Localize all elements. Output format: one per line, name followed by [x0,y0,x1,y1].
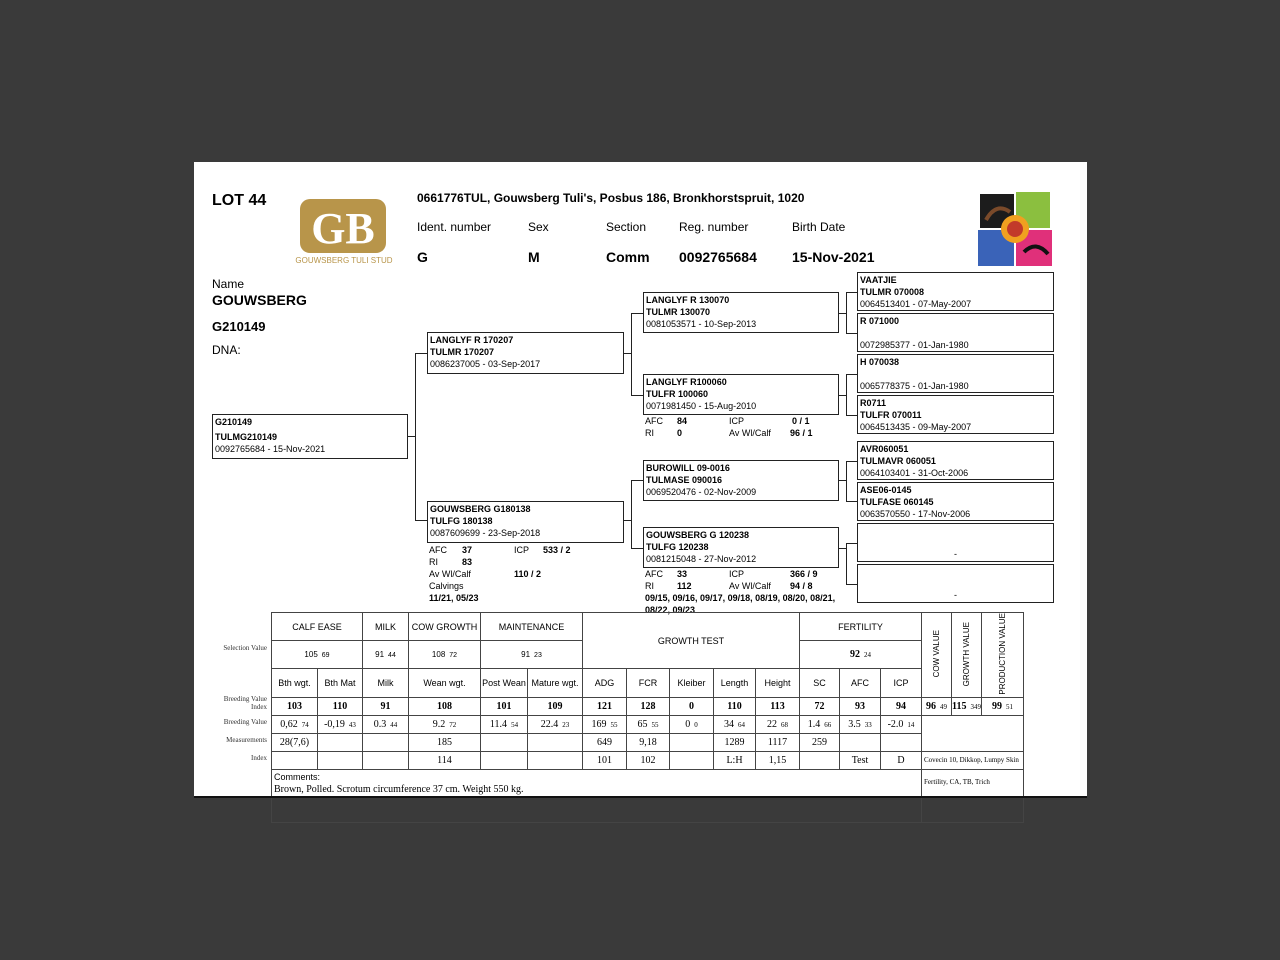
dd-av: 94 / 8 [790,581,813,591]
value-ident: G [417,249,428,265]
label-ident: Ident. number [417,220,492,234]
pedigree-sire-dam: LANGLYF R100060 TULFR 100060 0071981450 - 15-Aug-2010 [643,374,839,415]
dd-calvings-2: 08/22, 09/23 [645,605,696,615]
breed-society-logo [976,190,1054,270]
vaccines: Covecin 10, Dikkop, Lumpy Skin [922,751,1024,769]
dam-afc: 37 [462,545,473,555]
tests: Fertility, CA, TB, Trich [922,769,1024,822]
row-label-measurements: Measurements [226,736,267,745]
pedigree-ggp-3: H 070038 0065778375 - 01-Jan-1980 [857,354,1054,393]
label-birth: Birth Date [792,220,846,234]
breeder-address: 0661776TUL, Gouwsberg Tuli's, Posbus 186, Bronkhorstspruit, 1020 [417,191,805,205]
value-birth: 15-Nov-2021 [792,249,875,265]
pedigree-ggp-4: R0711 TULFR 070011 0064513435 - 09-May-2007 [857,395,1054,434]
sd-ri-label: RI [645,428,654,438]
dam-calvings-label: Calvings [429,581,464,591]
comments-text: Brown, Polled. Scrotum circumference 37 cm. Weight 550 kg. [274,783,524,795]
sd-icp: 0 / 1 [792,416,810,426]
name-label: Name [212,277,245,291]
gouwsberg-logo [282,196,406,266]
hdr-production-value: PRODUCTION VALUE [982,613,1024,698]
dam-ri: 83 [462,557,473,567]
breeding-value-table: CALF EASE MILK COW GROWTH MAINTENANCE GROWTH TEST FERTILITY COW VALUE GROWTH VALUE PRODUCTION VALUE Selection Value 105 69 91 44 108 72 91 23 92 24 Bth wgt. Bth Mat Milk Wean wgt. Post Wean Mature wgt. ADG FCR Kleiber Length Height SC AFC ICP Breeding Value Index 103 110 91 108 101 109 121 128 0 110 113 72 93 94 96 49 115 349 99 51 Breeding Value 0,62 74 -0,19 43 0.3 44 9.2 72 11.4 54 22.4 23 169 55 65 55 0 0 34 64 22 68 1.4 66 3.5 33 -2.0 14 Measurements 28(7,6) 185 649 9,18 1289 1117 259 Index 114 101 102 L:H 1,15 Test D Covecin 10, Dikkop, Lumpy Skin Comments: Brown, Polled. Scrotum circumference 37 cm. Weight 550 kg. Fertility, CA, TB, Trich [269,612,1024,823]
dd-icp: 366 / 9 [790,569,818,579]
pedigree-dam-sire: BUROWILL 09-0016 TULMASE 090016 0069520476 - 02-Nov-2009 [643,460,839,501]
pedigree-sire-sire: LANGLYF R 130070 TULMR 130070 0081053571 - 10-Sep-2013 [643,292,839,333]
dna-label: DNA: [212,343,241,357]
row-label-bvi: Breeding Value Index [223,695,267,712]
dd-av-label: Av Wl/Calf [729,581,771,591]
dam-calvings: 11/21, 05/23 [429,593,479,603]
logo-caption: GOUWSBERG TULI STUD [295,256,393,265]
hdr-growth-test: GROWTH TEST [583,613,800,669]
logo-letters: GB [311,204,375,253]
sale-sheet [194,162,1087,798]
pedigree-ggp-5: AVR060051 TULMAVR 060051 0064103401 - 31-Oct-2006 [857,441,1054,480]
value-sex: M [528,249,540,265]
sd-av-label: Av Wl/Calf [729,428,771,438]
hdr-cow-value: COW VALUE [922,613,952,698]
pedigree-ggp-2: R 071000 0072985377 - 01-Jan-1980 [857,313,1054,352]
dam-av: 110 / 2 [514,569,542,579]
sd-afc: 84 [677,416,688,426]
pedigree-ggp-8: - [857,564,1054,603]
hdr-fertility: FERTILITY [800,613,922,641]
label-reg: Reg. number [679,220,749,234]
sd-afc-label: AFC [645,416,663,426]
sd-icp-label: ICP [729,416,745,426]
pedigree-dam-dam: GOUWSBERG G 120238 TULFG 120238 0081215048 - 27-Nov-2012 [643,527,839,568]
dd-ri: 112 [677,581,692,591]
dam-afc-label: AFC [429,545,447,555]
animal-name: GOUWSBERG [212,292,307,308]
dam-icp: 533 / 2 [543,545,571,555]
sd-av: 96 / 1 [790,428,813,438]
animal-id: G210149 [212,319,266,334]
hdr-milk: MILK [363,613,409,641]
dd-ri-label: RI [645,581,654,591]
pedigree-ggp-6: ASE06-0145 TULFASE 060145 0063570550 - 17-Nov-2006 [857,482,1054,521]
dam-icp-label: ICP [514,545,530,555]
dam-ri-label: RI [429,557,438,567]
value-reg: 0092765684 [679,249,757,265]
pedigree-ggp-1: VAATJIE TULMR 070008 0064513401 - 07-May-2007 [857,272,1054,311]
pedigree-sire: LANGLYF R 170207 TULMR 170207 0086237005 - 03-Sep-2017 [427,332,624,374]
dd-calvings-1: 09/15, 09/16, 09/17, 09/18, 08/19, 08/20, 08/21, [645,593,836,603]
hdr-growth-value: GROWTH VALUE [952,613,982,698]
dd-afc: 33 [677,569,688,579]
dam-av-label: Av Wl/Calf [429,569,471,579]
sd-ri: 0 [677,428,683,438]
hdr-cow-growth: COW GROWTH [409,613,481,641]
label-sex: Sex [528,220,549,234]
pedigree-dam: GOUWSBERG G180138 TULFG 180138 0087609699 - 23-Sep-2018 [427,501,624,543]
dd-icp-label: ICP [729,569,745,579]
hdr-maintenance: MAINTENANCE [481,613,583,641]
value-section: Comm [606,249,650,265]
hdr-calf-ease: CALF EASE [272,613,363,641]
dd-afc-label: AFC [645,569,663,579]
pedigree-ggp-7: - [857,523,1054,562]
lot-number: LOT 44 [212,192,267,209]
row-label-bv: Breeding Value [223,718,267,727]
comments-label: Comments: [274,771,321,782]
row-label-index: Index [251,754,267,763]
pedigree-subject: G210149 TULMG210149 0092765684 - 15-Nov-2021 [212,414,408,459]
label-section: Section [606,220,647,234]
row-label-selection: Selection Value [223,643,267,652]
